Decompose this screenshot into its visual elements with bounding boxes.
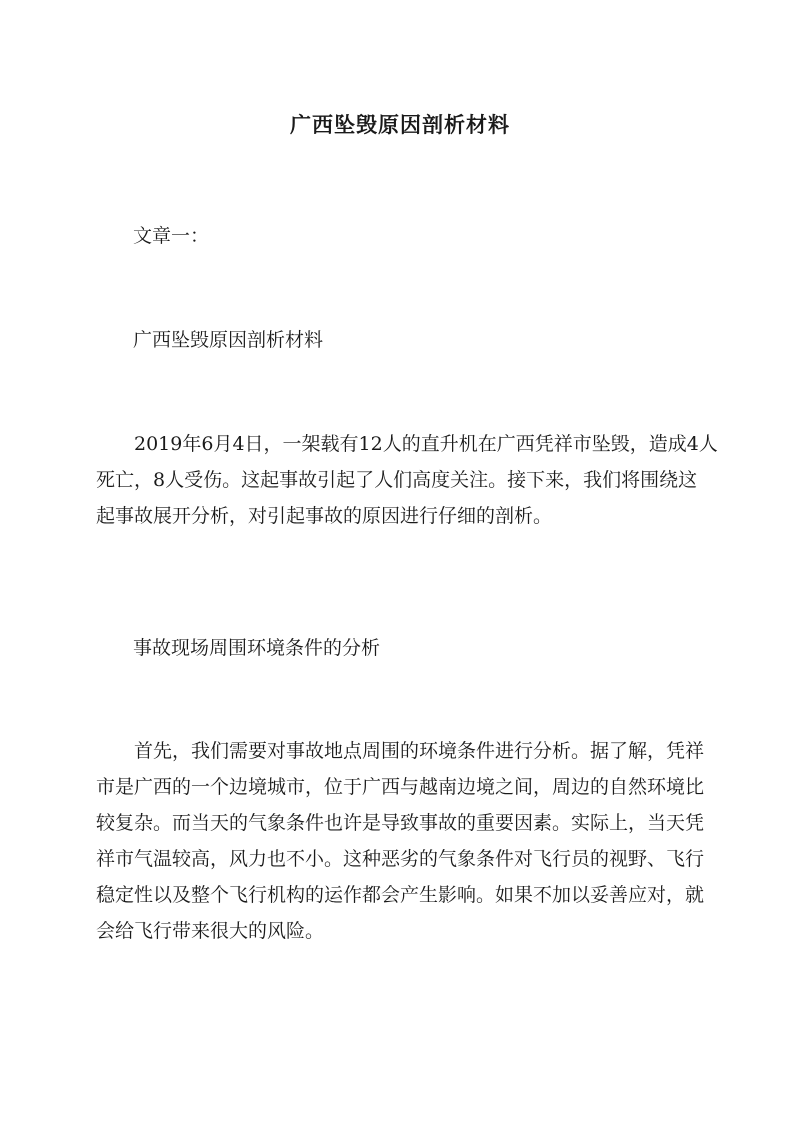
intro-line: 起事故展开分析，对引起事故的原因进行仔细的剖析。 xyxy=(96,505,553,527)
analysis-line: 首先，我们需要对事故地点周围的环境条件进行分析。据了解，凭祥 xyxy=(134,740,705,762)
document-title: 广西坠毁原因剖析材料 xyxy=(290,112,510,138)
intro-line: 死亡，8人受伤。这起事故引起了人们高度关注。接下来，我们将围绕这 xyxy=(96,469,698,491)
intro-line: 2019年6月4日，一架载有12人的直升机在广西凭祥市坠毁，造成4人 xyxy=(134,433,718,455)
section-heading: 事故现场周围环境条件的分析 xyxy=(133,637,381,659)
analysis-line: 祥市气温较高，风力也不小。这种恶劣的气象条件对飞行员的视野、飞行 xyxy=(96,848,705,870)
analysis-line: 较复杂。而当天的气象条件也许是导致事故的重要因素。实际上，当天凭 xyxy=(96,812,705,834)
analysis-line: 稳定性以及整个飞行机构的运作都会产生影响。如果不加以妥善应对，就 xyxy=(96,884,705,906)
analysis-line: 会给飞行带来很大的风险。 xyxy=(96,920,325,942)
section-label: 文章一： xyxy=(133,225,210,247)
analysis-paragraph xyxy=(96,733,704,949)
analysis-line: 市是广西的一个边境城市，位于广西与越南边境之间，周边的自然环境比 xyxy=(96,776,705,798)
intro-paragraph xyxy=(96,426,718,534)
article-subtitle: 广西坠毁原因剖析材料 xyxy=(133,329,324,351)
